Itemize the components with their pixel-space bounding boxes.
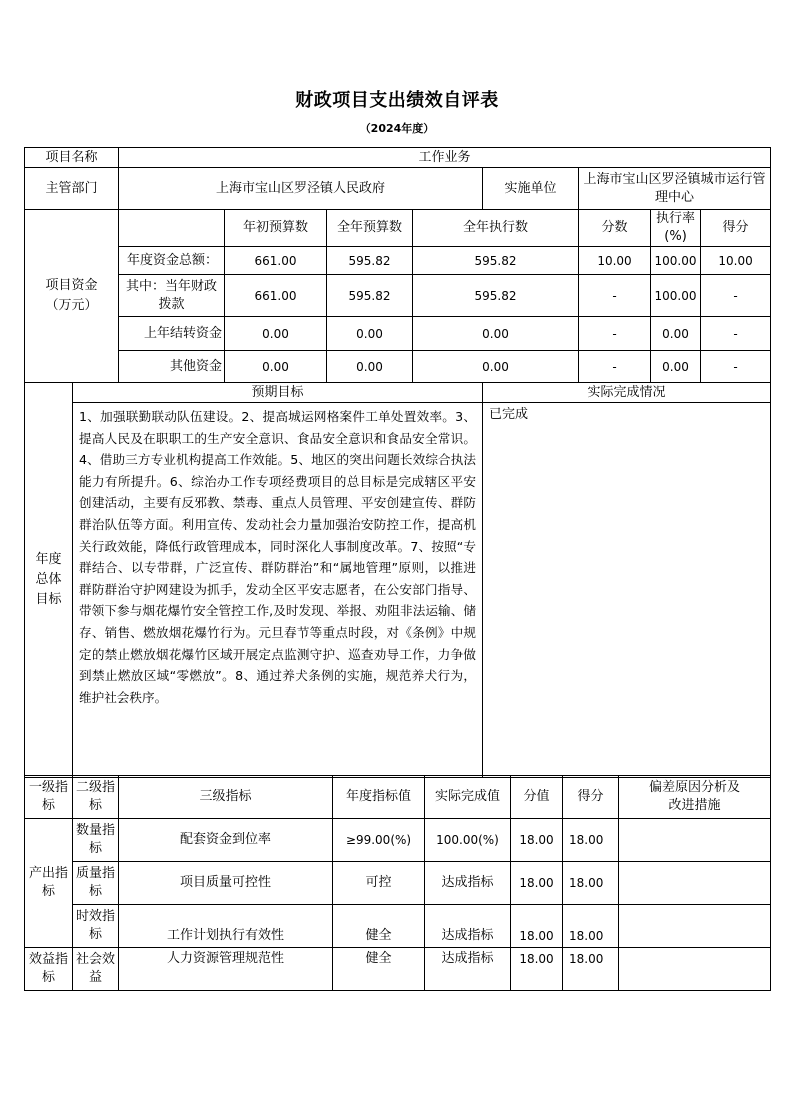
funds-row-label: 其他资金 <box>119 351 225 383</box>
header-level1: 一级指标 <box>25 776 73 819</box>
funds-cell: - <box>579 317 651 351</box>
indicator-weight: 18.00 <box>511 948 563 991</box>
funds-cell: 0.00 <box>225 351 327 383</box>
indicator-score: 18.00 <box>563 905 619 948</box>
indicator-level1: 效益指标 <box>25 948 73 991</box>
indicator-target: 健全 <box>333 905 425 948</box>
page-title: 财政项目支出绩效自评表 <box>295 90 499 111</box>
header-actual: 实际完成值 <box>425 776 511 819</box>
funds-cell: - <box>579 351 651 383</box>
funds-label: 项目资金（万元） <box>25 210 119 383</box>
dept-label: 主管部门 <box>25 168 119 210</box>
funds-cell: 595.82 <box>327 275 413 317</box>
indicator-deviation <box>619 862 771 905</box>
header-deviation: 偏差原因分析及改进措施 <box>619 776 771 819</box>
funds-cell: 595.82 <box>413 275 579 317</box>
header-level3: 三级指标 <box>119 776 333 819</box>
indicator-deviation <box>619 819 771 862</box>
indicators-table <box>24 775 771 991</box>
goals-label: 年度总体目标 <box>25 383 73 778</box>
header-level2: 二级指标 <box>73 776 119 819</box>
funds-cell: 100.00 <box>651 247 701 275</box>
expected-goals-text: 1、加强联勤联动队伍建设。2、提高城运网格案件工单处置效率。3、提高人民及在职职工的生产安全意识、食品安全意识和食品安全常识。4、借助三方专业机构提高工作效能。5、地区的突出问题长效综合执法能力有所提升。6、综治办工作专项经费项目的总目标是完成辖区平安创建活动，主要有反邪教、禁毒、重点人员管理、平安创建宣传、群防群治队伍等方面。利用宣传、发动社会力量加强治安防控工作，提高机关行政效能，降低行政管理成本，同时深化人事制度改革。7、按照“专群结合、以专带群，广泛宣传、群防群治”和“属地管理”原则，以推进群防群治守护网建设为抓手，发动全区平安志愿者，在公安部门指导、带领下参与烟花爆竹安全管控工作,及时发现、举报、劝阻非法运输、储存、销售、燃放烟花爆竹行为。元旦春节等重点时段，对《条例》中规定的禁止燃放烟花爆竹区域开展定点监测守护、巡查劝导工作，力争做到禁止燃放区域“零燃放”。8、通过养犬条例的实施，规范养犬行为，维护社会秩序。 <box>73 403 483 778</box>
indicator-weight: 18.00 <box>511 905 563 948</box>
funds-row-label: 年度资金总额： <box>119 247 225 275</box>
indicator-deviation <box>619 905 771 948</box>
funds-cell: 661.00 <box>225 275 327 317</box>
indicator-deviation <box>619 948 771 991</box>
funds-cell: 0.00 <box>651 351 701 383</box>
indicator-level3: 配套资金到位率 <box>119 819 333 862</box>
indicator-target: 健全 <box>333 948 425 991</box>
dept-value: 上海市宝山区罗泾镇人民政府 <box>119 168 483 210</box>
funds-header: 分数 <box>579 210 651 247</box>
funds-cell: 595.82 <box>413 247 579 275</box>
funds-cell: - <box>701 317 771 351</box>
funds-row-label: 其中：当年财政拨款 <box>119 275 225 317</box>
funds-cell: 10.00 <box>579 247 651 275</box>
indicator-actual: 达成指标 <box>425 905 511 948</box>
indicator-level2: 数量指标 <box>73 819 119 862</box>
project-info-table <box>24 147 771 778</box>
funds-cell: 595.82 <box>327 247 413 275</box>
expected-goals-header: 预期目标 <box>73 383 483 403</box>
funds-cell: - <box>701 275 771 317</box>
indicator-level2: 质量指标 <box>73 862 119 905</box>
funds-cell: 0.00 <box>413 351 579 383</box>
funds-cell: 0.00 <box>651 317 701 351</box>
project-name-label: 项目名称 <box>25 148 119 168</box>
actual-completion-header: 实际完成情况 <box>483 383 771 403</box>
indicator-actual: 达成指标 <box>425 862 511 905</box>
funds-header: 年初预算数 <box>225 210 327 247</box>
year-label: （2024年度） <box>359 122 435 135</box>
actual-completion-text: 已完成 <box>483 403 771 778</box>
header-weight: 分值 <box>511 776 563 819</box>
funds-header-blank <box>119 210 225 247</box>
funds-cell: - <box>701 351 771 383</box>
indicator-level3: 工作计划执行有效性 <box>119 905 333 948</box>
funds-cell: 0.00 <box>327 317 413 351</box>
header-target: 年度指标值 <box>333 776 425 819</box>
indicator-weight: 18.00 <box>511 819 563 862</box>
indicator-score: 18.00 <box>563 862 619 905</box>
funds-cell: 661.00 <box>225 247 327 275</box>
funds-cell: 0.00 <box>327 351 413 383</box>
funds-header: 全年执行数 <box>413 210 579 247</box>
indicator-weight: 18.00 <box>511 862 563 905</box>
indicator-actual: 100.00(%) <box>425 819 511 862</box>
indicator-level1: 产出指标 <box>25 819 73 948</box>
funds-cell: 100.00 <box>651 275 701 317</box>
funds-header: 全年预算数 <box>327 210 413 247</box>
indicator-level3: 人力资源管理规范性 <box>119 948 333 991</box>
indicator-score: 18.00 <box>563 819 619 862</box>
funds-cell: 0.00 <box>225 317 327 351</box>
indicator-target: 可控 <box>333 862 425 905</box>
unit-label: 实施单位 <box>483 168 579 210</box>
indicator-level3: 项目质量可控性 <box>119 862 333 905</box>
funds-header: 执行率(%) <box>651 210 701 247</box>
header-score: 得分 <box>563 776 619 819</box>
unit-value: 上海市宝山区罗泾镇城市运行管理中心 <box>579 168 771 210</box>
indicator-target: ≥99.00(%) <box>333 819 425 862</box>
indicator-score: 18.00 <box>563 948 619 991</box>
indicator-level2: 社会效益 <box>73 948 119 991</box>
project-name-value: 工作业务 <box>119 148 771 168</box>
funds-header: 得分 <box>701 210 771 247</box>
funds-cell: - <box>579 275 651 317</box>
indicator-level2: 时效指标 <box>73 905 119 948</box>
indicator-actual: 达成指标 <box>425 948 511 991</box>
funds-cell: 10.00 <box>701 247 771 275</box>
funds-cell: 0.00 <box>413 317 579 351</box>
funds-row-label: 上年结转资金 <box>119 317 225 351</box>
